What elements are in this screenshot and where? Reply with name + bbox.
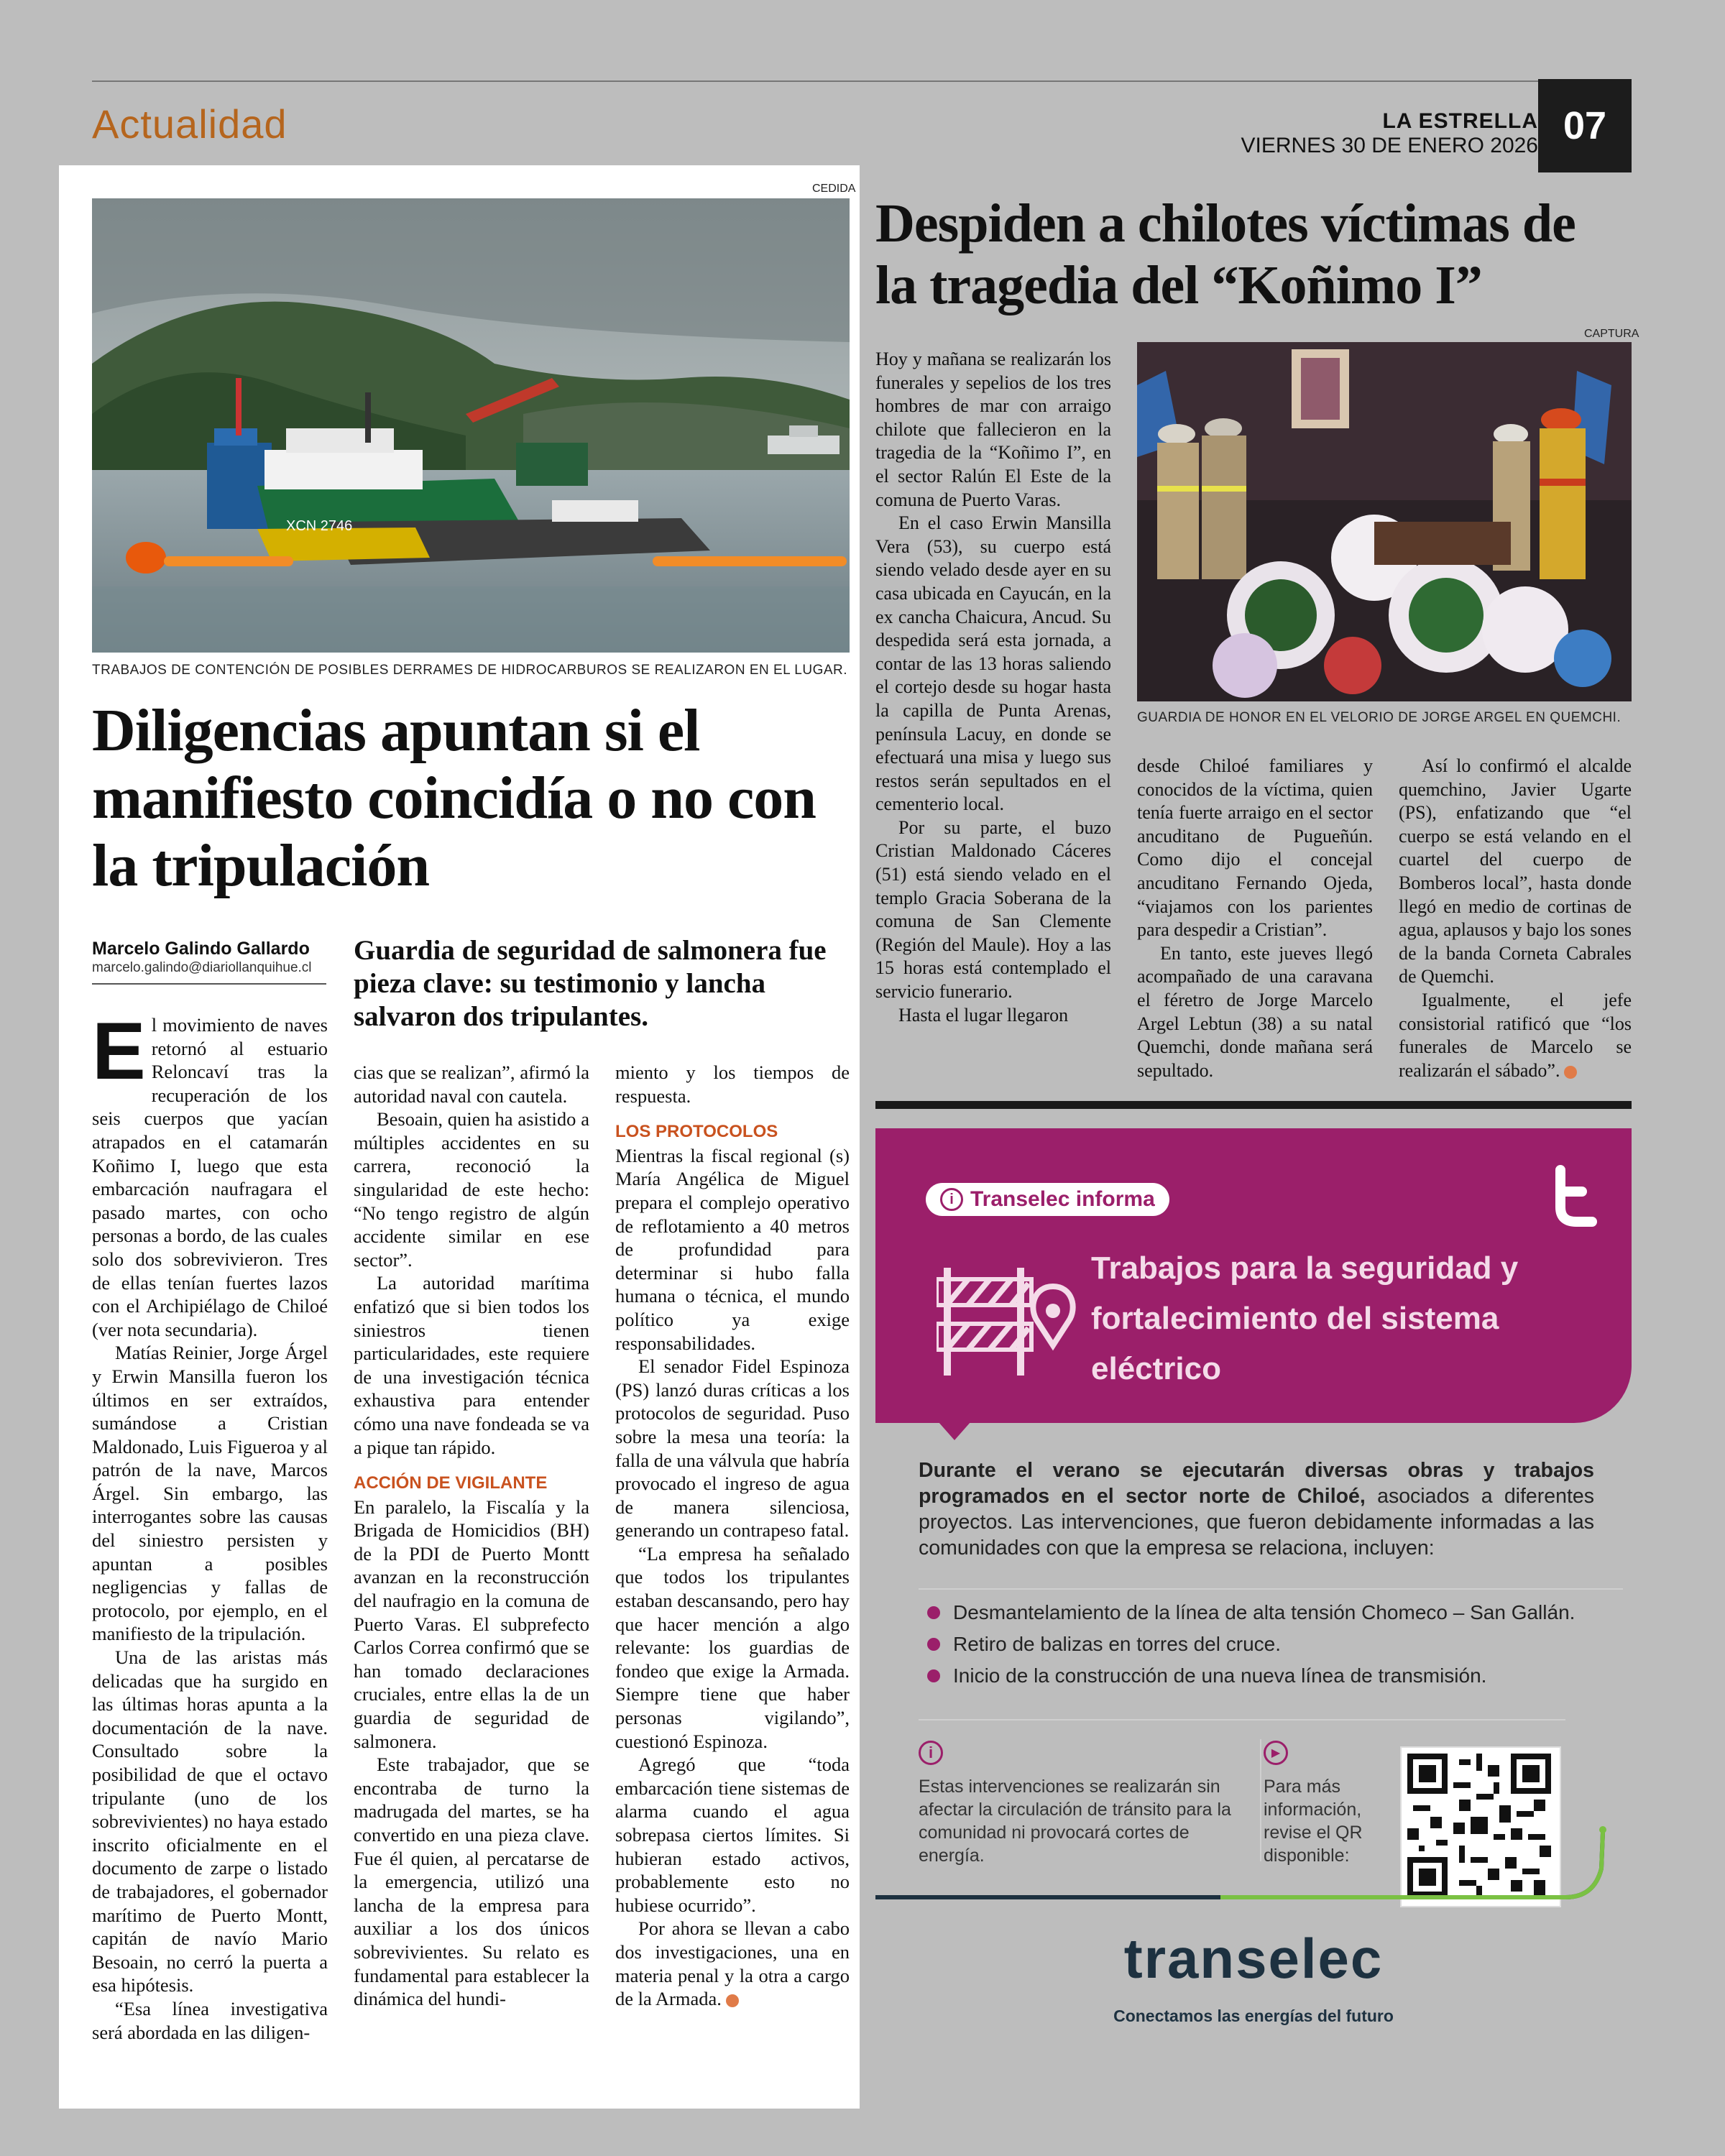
- right-column-1: [875, 348, 1111, 1027]
- paragraph: Este trabajador, que se encontraba de turno la madrugada del martes, se ha convertido en una pieza clave. Fue él quien, al percatarse de la emergencia, utilizó una lancha de la empresa para auxiliar a los dos únicos sobrevivientes. Su relato es fundamental para establecer la dinámica del hundi-: [354, 1754, 589, 2010]
- left-column-2: [354, 1061, 589, 2011]
- end-mark-icon: [1564, 1066, 1577, 1079]
- paragraph: Mientras la fiscal regional (s) María Angélica de Miguel prepara el complejo operativo de reflotamiento a 40 metros de profundidad para determinar si hubo falla humana o técnica, el mundo político ya exige responsabilidades.: [615, 1144, 850, 1354]
- roadwork-barrier-icon: [937, 1258, 1080, 1383]
- paragraph: Besoain, quien ha asistido a múltiples accidentes en su carrera, reconoció la singularidad de este hecho: “No tengo registro de algún accidente similar en ese sector”.: [354, 1108, 589, 1271]
- ad-intro: Durante el verano se ejecutarán diversas obras y trabajos programados en el sector norte de Chiloé, asociados a diferentes proyectos. Las intervenciones, que fueron debidamente informadas a las comunidades con que la empresa se relaciona, incluyen:: [919, 1459, 1594, 1560]
- ad-bullet: Desmantelamiento de la línea de alta tensión Chomeco – San Gallán.: [927, 1601, 1623, 1624]
- left-column-3: [615, 1061, 850, 2011]
- left-column-1: [92, 1006, 328, 2044]
- subhead-protocolos: LOS PROTOCOLOS: [615, 1122, 778, 1142]
- paragraph: El senador Fidel Espinoza (PS) lanzó duras críticas a los protocolos de seguridad. Puso sobre la mesa una teoría: la falla de una válvula que habría provocado el ingreso de agua de manera silenciosa, generando un contrapeso fatal.: [615, 1355, 850, 1542]
- lead-paragraph: El movimiento de naves retornó al estuario Reloncaví tras la recuperación de los seis cuerpos que yacían atrapados en el catamarán Koñimo I, luego que esta embarcación naufragara el pasado martes, con ocho personas a bordo, de las cuales solo dos sobrevivieron. Tres de ellas tenían fuertes lazos con el Archipiélago de Chiloé (ver nota secundaria).: [92, 1006, 328, 1340]
- paragraph: Igualmente, el jefe consistorial ratificó que “los funerales de Marcelo se realizarán el sábado”.: [1399, 989, 1632, 1081]
- paragraph: desde Chiloé familiares y conocidos de la víctima, quien tenía fuerte arraigo en el sector ancuditano de Pugueñún. Como dijo el concejal ancuditano Fernando Ojeda, “viajamos con los parientes para despedir a Cristian”.: [1137, 755, 1373, 941]
- info-icon: i: [919, 1741, 943, 1765]
- transelec-logo-icon: [1547, 1164, 1598, 1233]
- paragraph: Una de las aristas más delicadas que ha surgido en las últimas horas apunta a la documentación de la nave. Consultado sobre la posibilidad de que el octavo tripulante (uno de los sobrevivientes) no haya estado inscrito oficialmente en el documento de zarpe o listado de trabajadores, el gobernador marítimo de Puerto Montt, capitán de navío Mario Besoain, no cerró la puerta a esa hipótesis.: [92, 1646, 328, 1996]
- firefighter-center: [1202, 418, 1246, 579]
- header-rule: [92, 80, 1630, 82]
- ad-note-qr: Para más información, revise el QR disponible:: [1264, 1777, 1363, 1866]
- paragraph: Hoy y mañana se realizarán los funerales y sepelios de los tres hombres de mar con arraigo chilote que fallecieron en la tragedia de la “Koñimo I”, en el sector Ralún El Este de la comuna de Puerto Varas.: [875, 349, 1111, 510]
- subhead-vigilante: ACCIÓN DE VIGILANTE: [354, 1473, 548, 1493]
- end-mark-icon: [726, 1994, 739, 2007]
- photo-credit: CEDIDA: [812, 183, 856, 195]
- ad-bullet-list: [919, 1588, 1623, 1702]
- paragraph: “La empresa ha señalado que todos los tripulantes estaban descansando, pero hay que hacer mención a algo relevante: los guardias de fondeo que exige la Armada. Siempre tiene que haber personas vigilando”, cuestionó Espinoza.: [615, 1542, 850, 1752]
- ad-divider: [919, 1719, 1565, 1720]
- bullet-icon: [927, 1638, 940, 1651]
- page-number: 07: [1538, 79, 1632, 172]
- photo-credit-right: CAPTURA: [1584, 328, 1639, 340]
- boat-label: XCN 2746: [286, 518, 353, 534]
- article-deck: Guardia de seguridad de salmonera fue pieza clave: su testimonio y lancha salvaron dos tripulantes.: [354, 935, 827, 1032]
- photo-caption-right: GUARDIA DE HONOR EN EL VELORIO DE JORGE ARGEL EN QUEMCHI.: [1137, 710, 1622, 725]
- transelec-wordmark: transelec: [1123, 1927, 1384, 1990]
- play-icon: ▶: [1264, 1741, 1288, 1765]
- ad-title: Trabajos para la seguridad y fortalecimiento del sistema eléctrico: [1091, 1250, 1519, 1386]
- paragraph: En tanto, este jueves llegó acompañado de una caravana el féretro de Jorge Marcelo Argel Lebtun (38) a su natal Quemchi, donde mañana será sepultado.: [1137, 942, 1373, 1081]
- info-icon: i: [940, 1188, 963, 1211]
- author-name: Marcelo Galindo Gallardo: [92, 939, 310, 959]
- ad-slogan: Conectamos las energías del futuro: [1113, 2007, 1394, 2025]
- secondary-headline: Despiden a chilotes víctimas de la tragedia del “Koñimo I”: [875, 193, 1576, 315]
- author-email: marcelo.galindo@diariollanquihue.cl: [92, 960, 312, 975]
- bullet-icon: [927, 1606, 940, 1619]
- ad-wave-line: [875, 1825, 1632, 1904]
- section-divider: [875, 1101, 1632, 1109]
- paragraph: La autoridad marítima enfatizó que si bien todos los siniestros tienen particularidades, este requiere de una investigación técnica exhaustiva para entender cómo una nave fondeada se va a pique tan rápido.: [354, 1272, 589, 1458]
- paragraph: Por su parte, el buzo Cristian Maldonado Cáceres (51) está siendo velado en el templo Gracia Soberana de la comuna de San Clemente (Región del Maule). Hoy a las 15 horas está contemplado el servicio funerario.: [875, 816, 1111, 1003]
- byline-rule: [92, 983, 326, 985]
- newspaper-name: LA ESTRELLA: [1382, 109, 1538, 133]
- transelec-ad: [875, 1128, 1632, 2084]
- main-headline: Diligencias apuntan si el manifiesto coincidía o no con la tripulación: [92, 697, 816, 899]
- funeral-photo: [1137, 342, 1632, 701]
- paragraph: Hasta el lugar llegaron: [898, 1004, 1069, 1026]
- ad-bullet: Retiro de balizas en torres del cruce.: [927, 1633, 1623, 1656]
- paragraph: En el caso Erwin Mansilla Vera (53), su cuerpo está siendo velado desde ayer en su casa ubicada en Cayucán, en la ex cancha Chaicura, Ancud. Su despedida será esta jornada, a contar de las 13 horas saliendo el cortejo desde su hogar hasta la capilla de Punta Arenas, península Lacuy, en donde se efectuará una misa y luego sus restos serán sepultados en el cementerio local.: [875, 512, 1111, 815]
- paragraph: Matías Reinier, Jorge Árgel y Erwin Mansilla fueron los últimos en ser extraídos, sumándose a Cristian Maldonado, Luis Figueroa y al patrón de la nave, Marcos Árgel. Sin embargo, las interrogantes sobre las causas del siniestro persisten y apuntan a posibles negligencias y fallas de protocolo, por ejemplo, en el manifiesto de la tripulación.: [92, 1342, 328, 1645]
- paragraph: Por ahora se llevan a cabo dos investigaciones, una en materia penal y la otra a cargo de la Armada.: [615, 1917, 850, 2010]
- section-label: Actualidad: [92, 101, 288, 147]
- firefighter-left: [1157, 424, 1199, 579]
- paragraph: Así lo confirmó el alcalde quemchino, Javier Ugarte (PS), enfatizando que “el cuerpo se está velando en el cuartel del cuerpo de Bomberos local”, hasta donde llegó en medio de cortinas de agua, aplausos y bajo los sones de la banda Corneta Cabrales de Quemchi.: [1399, 755, 1632, 987]
- paragraph: miento y los tiempos de respuesta.: [615, 1061, 850, 1107]
- paragraph: En paralelo, la Fiscalía y la Brigada de Homicidios (BH) de la PDI de Puerto Montt avanzan en la reconstrucción del naufragio en la comuna de Puerto Varas. El subprefecto Carlos Correa confirmó que se han tomado declaraciones cruciales, entre ellas la de un guardia de seguridad de salmonera.: [354, 1496, 589, 1752]
- masthead: [1241, 109, 1538, 158]
- ad-note-traffic: Estas intervenciones se realizarán sin afectar la circulación de tránsito para la comunidad ni provocará cortes de energía.: [919, 1777, 1231, 1866]
- paragraph: “Esa línea investigativa será abordada en las diligen-: [92, 1997, 328, 2043]
- photo-caption: TRABAJOS DE CONTENCIÓN DE POSIBLES DERRAMES DE HIDROCARBUROS SE REALIZARON EN EL LUGAR.: [92, 663, 848, 678]
- ad-tag: i Transelec informa: [926, 1183, 1169, 1216]
- issue-date: VIERNES 30 DE ENERO 2026: [1241, 134, 1538, 157]
- boat-photo: [92, 198, 850, 653]
- ad-bullet: Inicio de la construcción de una nueva línea de transmisión.: [927, 1664, 1623, 1687]
- right-column-2: [1137, 755, 1373, 1082]
- paragraph: Agregó que “toda embarcación tiene sistemas de alarma cuando el agua sobrepasa ciertos límites. Si hubieran estado activos, probablemente esto no hubiese ocurrido”.: [615, 1754, 850, 1916]
- banner-pointer: [933, 1416, 976, 1440]
- drop-cap: E: [92, 1006, 146, 1096]
- right-column-3: [1399, 755, 1632, 1082]
- bullet-icon: [927, 1669, 940, 1682]
- paragraph: cias que se realizan”, afirmó la autoridad naval con cautela.: [354, 1061, 589, 1107]
